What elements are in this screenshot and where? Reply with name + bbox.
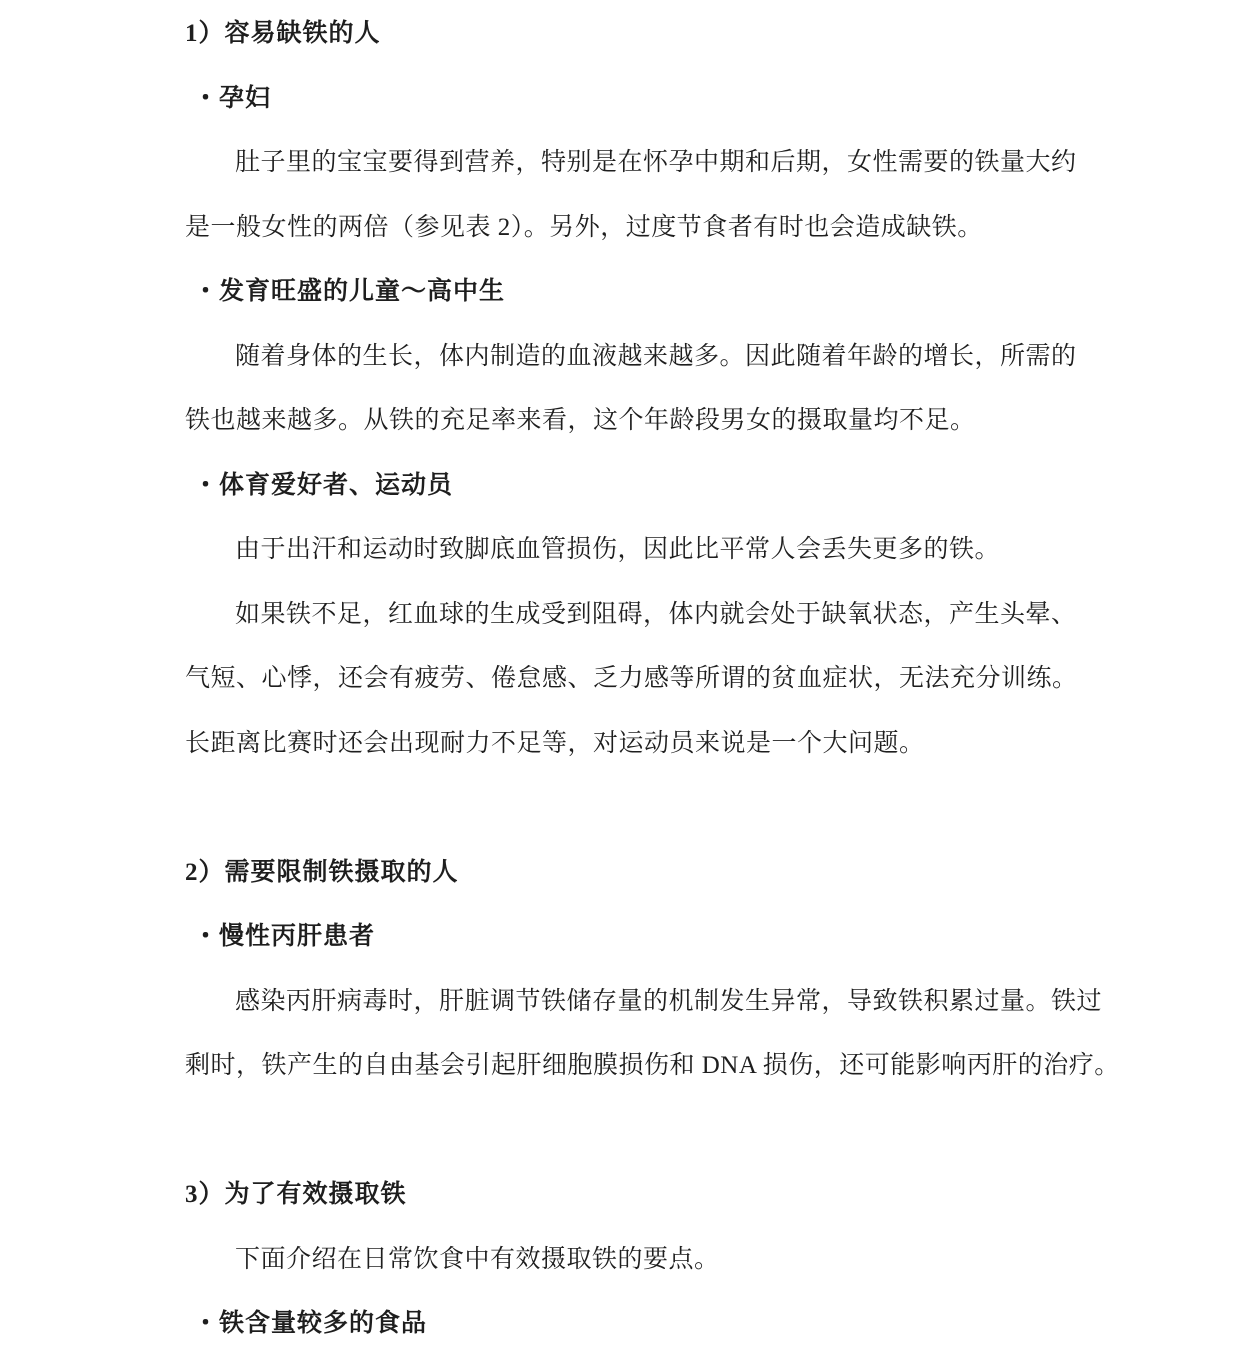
- bullet-heading-chronic-hepatitis-c: ・慢性丙肝患者: [193, 923, 376, 950]
- bullet-heading-growing-children: ・发育旺盛的儿童～高中生: [193, 278, 506, 305]
- paragraph-line: 长距离比赛时还会出现耐力不足等，对运动员来说是一个大问题。: [185, 729, 925, 757]
- bullet-heading-athletes: ・体育爱好者、运动员: [193, 471, 454, 499]
- bullet-heading-iron-rich-foods: ・铁含量较多的食品: [193, 1310, 428, 1337]
- paragraph-line: 下面介绍在日常饮食中有效摄取铁的要点。: [235, 1245, 720, 1273]
- paragraph-line: 如果铁不足，红血球的生成受到阻碍，体内就会处于缺氧状态，产生头晕、: [235, 600, 1077, 628]
- paragraph-line: 感染丙肝病毒时，肝脏调节铁储存量的机制发生异常，导致铁积累过量。铁过: [235, 987, 1103, 1015]
- blank-line: [185, 1099, 1090, 1164]
- paragraph-line: 剩时，铁产生的自由基会引起肝细胞膜损伤和 DNA 损伤，还可能影响丙肝的治疗。: [185, 1052, 1120, 1079]
- paragraph-line: 由于出汗和运动时致脚底血管损伤，因此比平常人会丢失更多的铁。: [235, 536, 1001, 563]
- document-page: [185, 2, 1120, 1357]
- paragraph-line: 是一般女性的两倍（参见表 2）。另外，过度节食者有时也会造成缺铁。: [185, 213, 983, 241]
- paragraph-line: 随着身体的生长，体内制造的血液越来越多。因此随着年龄的增长，所需的: [235, 342, 1077, 370]
- bullet-heading-pregnant-women: ・孕妇: [193, 84, 272, 112]
- section-heading-3: 3）为了有效摄取铁: [185, 1181, 407, 1208]
- paragraph-line: 肚子里的宝宝要得到营养，特别是在怀孕中期和后期，女性需要的铁量大约: [235, 149, 1077, 176]
- section-heading-1: 1）容易缺铁的人: [185, 20, 381, 47]
- blank-line: [185, 776, 1090, 841]
- section-heading-2: 2）需要限制铁摄取的人: [185, 858, 459, 886]
- paragraph-line: 铁也越来越多。从铁的充足率来看，这个年龄段男女的摄取量均不足。: [185, 407, 976, 434]
- paragraph-line: 气短、心悸，还会有疲劳、倦怠感、乏力感等所谓的贫血症状，无法充分训练。: [185, 665, 1078, 692]
